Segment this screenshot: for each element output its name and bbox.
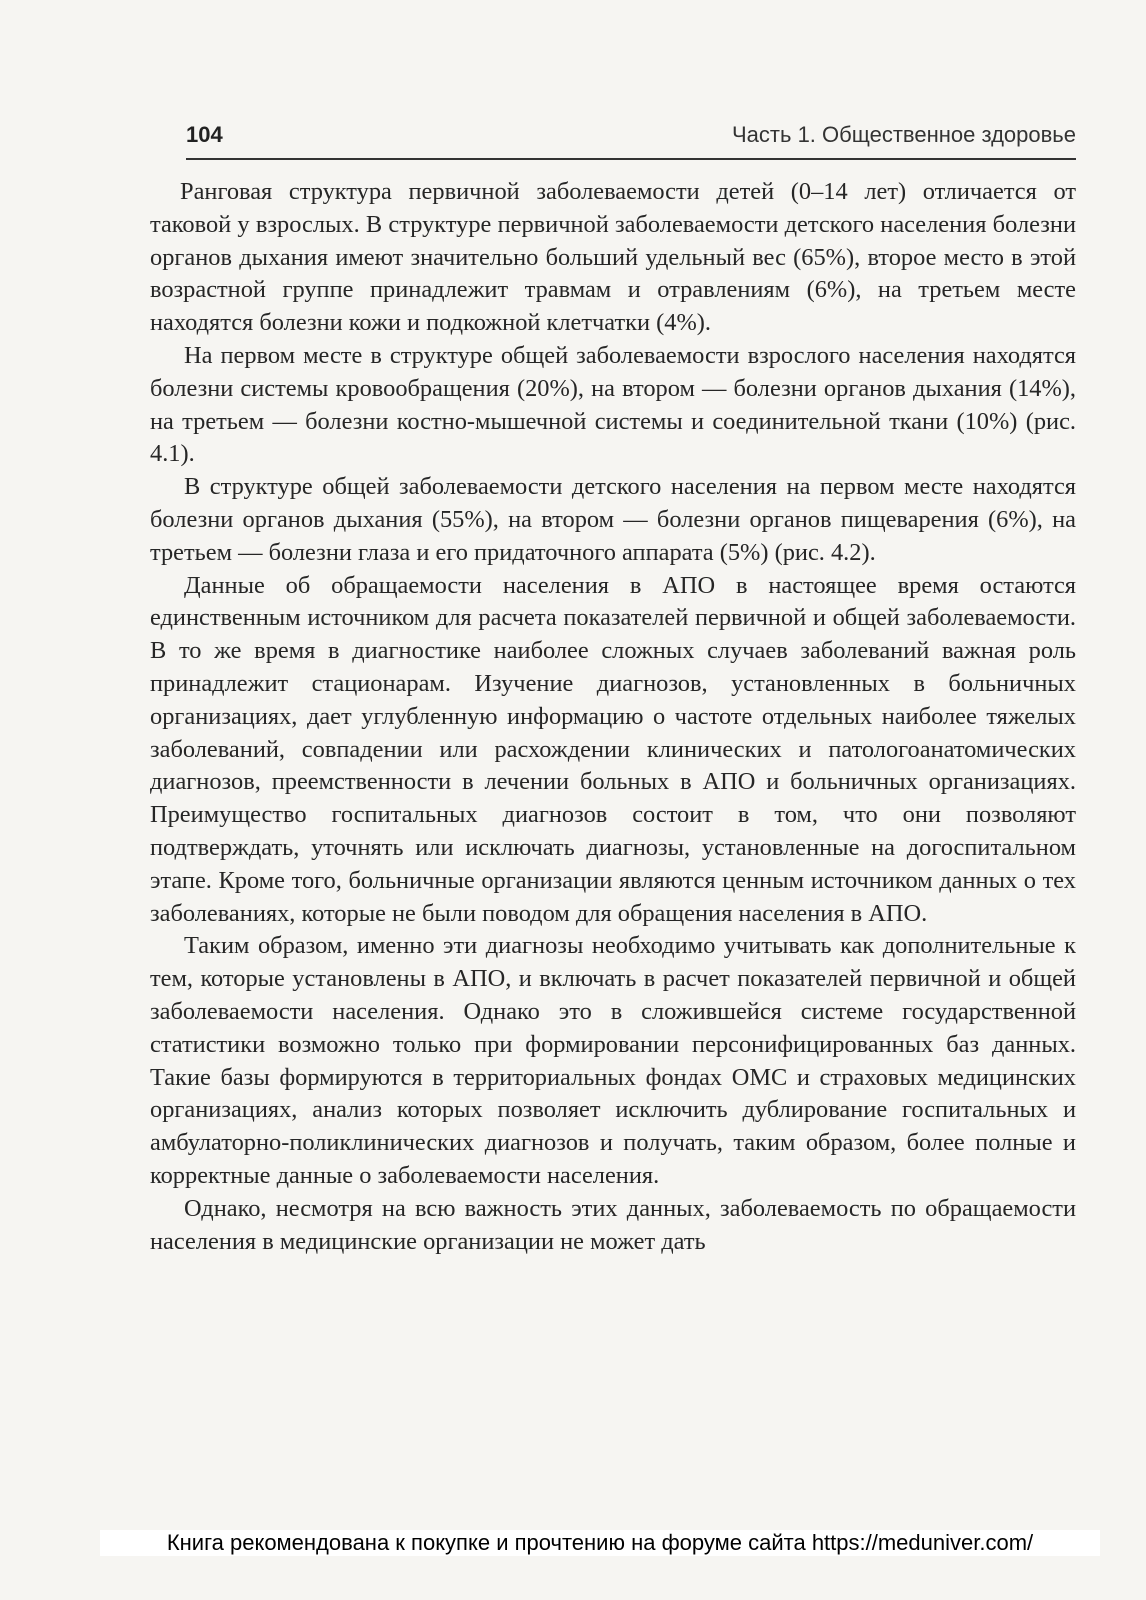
- paragraph-6: Однако, несмотря на всю важность этих данных, заболеваемость по обращаемости населения в медицинские организации не может дать: [150, 1194, 1076, 1255]
- paragraph-2: На первом месте в структуре общей заболеваемости взрослого населения находятся болезни системы кровообращения (20%), на втором — болезни органов дыхания (14%), на третьем — болезни костно-мышечной системы и соединительной ткани (10%) (рис. 4.1).: [150, 341, 1076, 468]
- paragraph-1: Ранговая структура первичной заболеваемости детей (0–14 лет) отличается от таковой у взрослых. В структуре первичной заболеваемости детского населения болезни органов дыхания имеют значительно больший удельный вес (65%), второе место в этой возрастной группе принадлежит травмам и отравлениям (6%), на третьем месте находятся болезни кожи и подкожной клетчатки (4%).: [150, 178, 1076, 337]
- paragraph-4: Данные об обращаемости населения в АПО в настоящее время остаются единственным источником для расчета показателей первичной и общей заболеваемости. В то же время в диагностике наиболее сложных случаев заболеваний важная роль принадлежит стационарам. Изучение диагнозов, установленных в больничных организациях, дает углубленную информацию о частоте отдельных наиболее тяжелых заболеваний, совпадении или расхождении клинических и патологоанатомических диагнозов, преемственности в лечении больных в АПО и больничных организациях. Преимущество госпитальных диагнозов состоит в том, что они позволяют подтверждать, уточнять или исключать диагнозы, установленные на догоспитальном этапе. Кроме того, больничные организации являются ценным источником данных о тех заболеваниях, которые не были поводом для обращения населения в АПО.: [150, 571, 1076, 927]
- running-head: Часть 1. Общественное здоровье: [732, 122, 1076, 147]
- paragraph-3: В структуре общей заболеваемости детского населения на первом месте находятся болезни органов дыхания (55%), на втором — болезни органов пищеварения (6%), на третьем — болезни глаза и его придаточного аппарата (5%) (рис. 4.2).: [150, 473, 1076, 566]
- body-text: [150, 176, 1076, 1258]
- paragraph-5: Таким образом, именно эти диагнозы необходимо учитывать как дополнительные к тем, которые установлены в АПО, и включать в расчет показателей первичной и общей заболеваемости населения. Однако это в сложившейся системе государственной статистики возможно только при формировании персонифицированных баз данных. Такие базы формируются в территориальных фондах ОМС и страховых медицинских организациях, анализ которых позволяет исключить дублирование госпитальных и амбулаторно-поликлинических диагнозов и получать, таким образом, более полные и корректные данные о заболеваемости населения.: [150, 932, 1076, 1189]
- page-header: [186, 118, 1076, 160]
- page-number: 104: [186, 122, 223, 147]
- footer-watermark: Книга рекомендована к покупке и прочтению на форуме сайта https://meduniver.com/: [100, 1530, 1100, 1556]
